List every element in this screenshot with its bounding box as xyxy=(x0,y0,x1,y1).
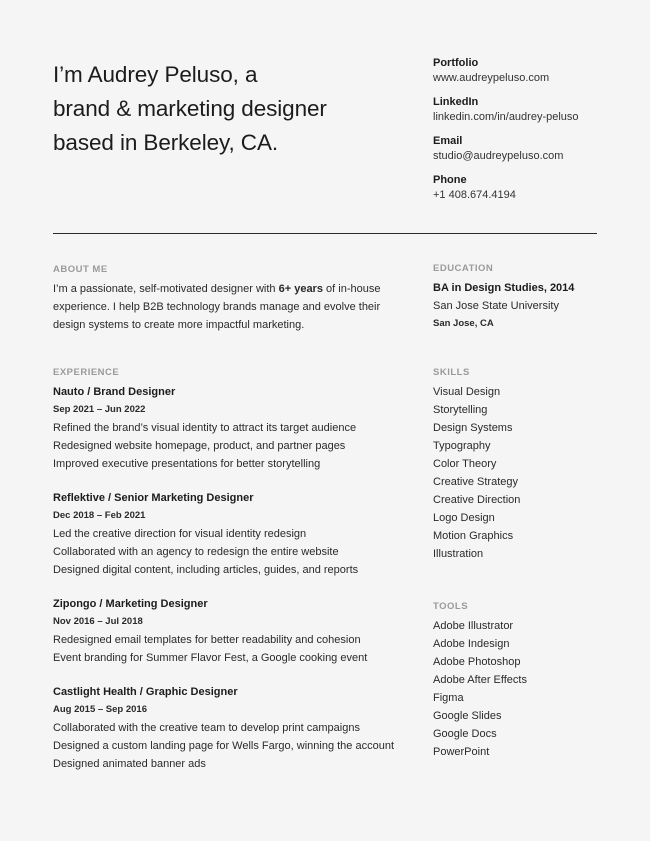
headline xyxy=(53,58,393,160)
headline-line: I’m Audrey Peluso, a xyxy=(53,62,258,87)
tool-item: Adobe Indesign xyxy=(433,638,510,650)
skill-item: Design Systems xyxy=(433,422,513,434)
education-section xyxy=(433,263,633,333)
contact-linkedin xyxy=(433,95,633,126)
skill-item: Creative Direction xyxy=(433,494,521,506)
job-title: Nauto / Brand Designer xyxy=(53,386,176,398)
job-point: Improved executive presentations for better storytelling xyxy=(53,458,321,470)
section-heading: EDUCATION xyxy=(433,263,494,274)
email-link[interactable]: studio@audreypeluso.com xyxy=(433,150,564,162)
job-point: Redesigned email templates for better readability and cohesion xyxy=(53,634,361,646)
section-heading: EXPERIENCE xyxy=(53,367,120,378)
job-title: Reflektive / Senior Marketing Designer xyxy=(53,492,254,504)
skill-item: Logo Design xyxy=(433,512,495,524)
tools-section xyxy=(433,601,633,761)
job-dates: Nov 2016 – Jul 2018 xyxy=(53,616,143,627)
portfolio-link[interactable]: www.audreypeluso.com xyxy=(433,72,550,84)
education-school: San Jose State University xyxy=(433,300,559,312)
job-title: Castlight Health / Graphic Designer xyxy=(53,686,238,698)
about-line: design systems to create more impactful marketing. xyxy=(53,319,305,331)
job-title: Zipongo / Marketing Designer xyxy=(53,598,208,610)
job-point: Led the creative direction for visual identity redesign xyxy=(53,528,307,540)
skills-section xyxy=(433,367,633,563)
contact-label: Phone xyxy=(433,174,467,186)
contact-block xyxy=(433,56,633,212)
contact-portfolio xyxy=(433,56,633,87)
job-point: Designed a custom landing page for Wells Fargo, winning the account xyxy=(53,740,394,752)
about-text: I’m a passionate, self-motivated designer with xyxy=(53,283,279,295)
tool-item: Google Slides xyxy=(433,710,502,722)
contact-label: LinkedIn xyxy=(433,96,479,108)
section-heading: SKILLS xyxy=(433,367,470,378)
headline-line: brand & marketing designer xyxy=(53,96,327,121)
tool-item: Figma xyxy=(433,692,464,704)
job-entry xyxy=(53,383,423,473)
about-bold-text: 6+ years xyxy=(278,283,323,295)
about-line: experience. I help B2B technology brands manage and evolve their xyxy=(53,301,381,313)
contact-email xyxy=(433,134,633,165)
job-point: Collaborated with an agency to redesign the entire website xyxy=(53,546,339,558)
about-section xyxy=(53,264,423,334)
divider xyxy=(53,233,597,234)
skill-item: Color Theory xyxy=(433,458,497,470)
job-entry xyxy=(53,595,423,667)
skill-item: Typography xyxy=(433,440,491,452)
headline-line: based in Berkeley, CA. xyxy=(53,130,278,155)
job-dates: Aug 2015 – Sep 2016 xyxy=(53,704,147,715)
phone-link[interactable]: +1 408.674.4194 xyxy=(433,189,516,201)
job-point: Designed animated banner ads xyxy=(53,758,206,770)
skill-item: Creative Strategy xyxy=(433,476,518,488)
job-point: Refined the brand’s visual identity to attract its target audience xyxy=(53,422,357,434)
job-dates: Sep 2021 – Jun 2022 xyxy=(53,404,146,415)
tool-item: Google Docs xyxy=(433,728,497,740)
contact-phone xyxy=(433,173,633,204)
tool-item: PowerPoint xyxy=(433,746,490,758)
tool-item: Adobe After Effects xyxy=(433,674,527,686)
tool-item: Adobe Illustrator xyxy=(433,620,514,632)
job-point: Collaborated with the creative team to develop print campaigns xyxy=(53,722,360,734)
contact-label: Portfolio xyxy=(433,57,479,69)
skill-item: Illustration xyxy=(433,548,484,560)
about-text: of in-house xyxy=(322,283,381,295)
section-heading: ABOUT ME xyxy=(53,264,108,275)
job-dates: Dec 2018 – Feb 2021 xyxy=(53,510,146,521)
skill-item: Visual Design xyxy=(433,386,501,398)
contact-label: Email xyxy=(433,135,463,147)
skill-item: Motion Graphics xyxy=(433,530,514,542)
job-point: Designed digital content, including articles, guides, and reports xyxy=(53,564,359,576)
job-point: Event branding for Summer Flavor Fest, a Google cooking event xyxy=(53,652,368,664)
job-entry xyxy=(53,683,423,773)
education-location: San Jose, CA xyxy=(433,318,494,329)
job-entry xyxy=(53,489,423,579)
education-degree: BA in Design Studies, 2014 xyxy=(433,282,575,294)
experience-section xyxy=(53,367,423,789)
tool-item: Adobe Photoshop xyxy=(433,656,521,668)
job-point: Redesigned website homepage, product, and partner pages xyxy=(53,440,346,452)
skill-item: Storytelling xyxy=(433,404,488,416)
section-heading: TOOLS xyxy=(433,601,469,612)
linkedin-link[interactable]: linkedin.com/in/audrey-peluso xyxy=(433,111,579,123)
about-line xyxy=(53,280,423,298)
